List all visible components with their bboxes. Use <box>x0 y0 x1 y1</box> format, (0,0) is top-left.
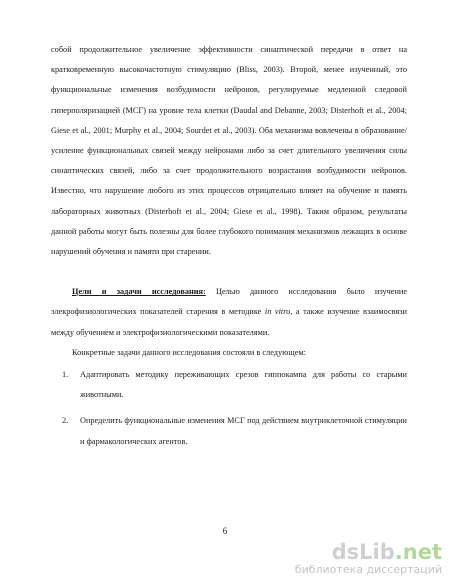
task-item <box>51 365 407 405</box>
objectives-text-1: Целью данного исследования было изучение элекрофизиологических показателей старения в методике <box>51 287 408 317</box>
objectives-italic: in vitro <box>264 307 291 317</box>
task-text: Адаптировать методику переживающих срезов гиппокампа для работы со старыми животными. <box>80 370 407 400</box>
task-item <box>51 411 407 451</box>
page-number: 6 <box>222 526 228 536</box>
tasks-list <box>51 365 407 452</box>
objectives-paragraph <box>51 282 407 343</box>
task-number: 1. <box>62 370 69 380</box>
tasks-intro: Конкретные задачи данного исследования состояли в следующем: <box>72 347 306 357</box>
objectives-heading: Цели и задачи исследования: <box>72 287 206 297</box>
task-number: 2. <box>62 416 69 426</box>
spacer <box>51 262 407 282</box>
paragraph-continuation: собой продолжительное увеличение эффективности синаптической передачи в ответ на кратковременную высокочастотную стимуляцию (Bliss, 2003). Второй, менее изученный, это функциональные изменения возбудимости нейронов, регулируемые медленной следовой гиперполяризацией (МСГ) на уровне тела клетки (Daudal and Debanne, 2003; Disterhoft et al., 2004; Giese et al., 2001; Murphy et al., 2004; Sourdet et al., 2003). Оба механизма вовлечены в образование/усиление функциональных связей между нейронами либо за счет длительного увеличения силы синаптических связей, либо за счет продолжительного возрастания возбудимости нейронов. Известно, что нарушение любого из этих процессов отрицательно влияет на обучение и память лабораторных животных (Disterhoft et al., 2004; Giese et al., 1998). Таким образом, результаты данной работы могут быть полезны для более глубокого понимания механизмов лежащих в основе нарушений обучения и памяти при старении. <box>51 45 407 257</box>
watermark-logo <box>295 541 442 563</box>
task-text: Определить функциональные изменения МСГ под действием внутриклеточной стимуляции и фармакологических агентов. <box>80 416 407 446</box>
objectives-text-2: , а также изучение взаимосвязи между обучением и электрофизиологическими показателями. <box>51 307 407 337</box>
watermark-subtitle: библиотека диссертаций <box>294 563 442 576</box>
watermark-logo-accent: .net <box>394 540 442 564</box>
watermark <box>295 541 442 576</box>
body-text <box>51 40 407 458</box>
watermark-logo-main: dsLib <box>331 540 395 564</box>
